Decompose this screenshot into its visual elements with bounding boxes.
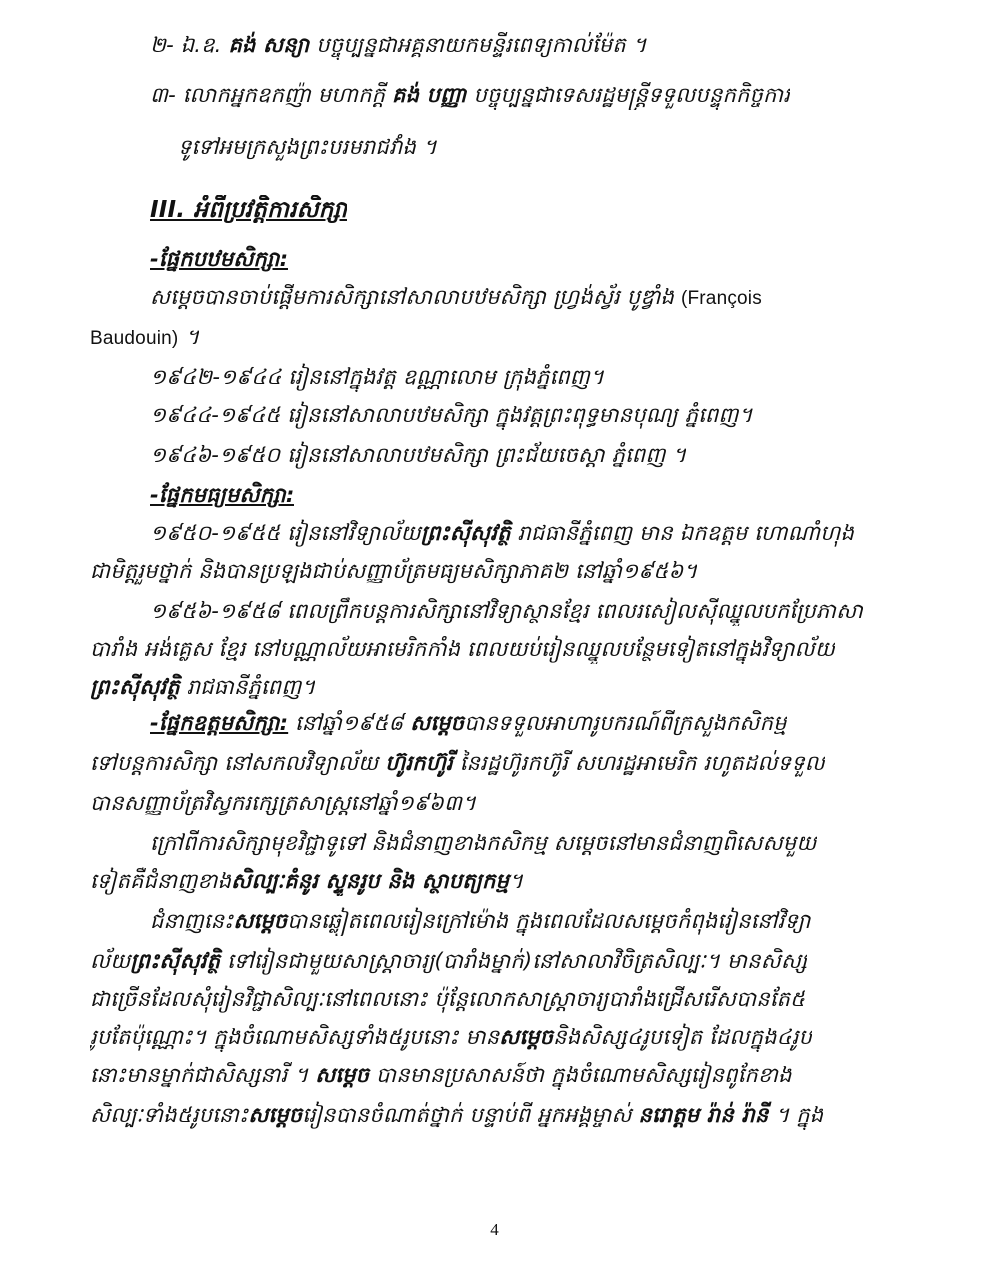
text-segment: ១៩៤៦-១៩៥០ រៀននៅសាលាបឋមសិក្សា ព្រះជ័យចេស្តា ភ្នំពេញ ។ bbox=[150, 443, 687, 467]
page-number: 4 bbox=[490, 1220, 499, 1239]
text-segment: -ផ្នែកមធ្យមសិក្សា: bbox=[150, 483, 295, 507]
text-segment: Baudouin) bbox=[90, 328, 179, 349]
text-segment: បារាំង អង់គ្លេស ខ្មែរ នៅបណ្ណាល័យអាមេរិកកាំង ពេលយប់រៀនឈ្នួលបន្ថែមទៀតនៅក្នុងវិទ្យាល័យ bbox=[90, 637, 836, 661]
text-segment: ល័យ bbox=[90, 949, 131, 973]
text-segment: ព្រះស៊ីសុវត្ថិ bbox=[90, 675, 180, 699]
text-segment: សម្តេច bbox=[233, 909, 288, 933]
text-segment: ព្រះស៊ីសុវត្ថិ bbox=[420, 521, 511, 545]
text-segment: បានទទួលអាហារូបករណ៍ពីក្រសួងកសិកម្ម bbox=[464, 711, 787, 735]
text-segment: នោះមានម្នាក់ជាសិស្សនារី ។ bbox=[90, 1063, 316, 1087]
text-line bbox=[90, 634, 835, 664]
text-segment: ជាមិត្តរួមថ្នាក់ និងបានប្រឡងជាប់សញ្ញាប័ត្រមធ្យមសិក្សាភាគ២ នៅឆ្នាំ១៩៥៦។ bbox=[90, 559, 698, 583]
text-segment: រៀនបានចំណាត់ថ្នាក់ បន្ទាប់ពី អ្នកអង្គម្ចាស់ bbox=[302, 1103, 639, 1127]
text-segment: សម្តេច bbox=[410, 711, 465, 735]
text-segment: និងសិស្ស៤រូបទៀត ដែលក្នុង៤រូប bbox=[553, 1025, 813, 1049]
text-segment: សម្តេច bbox=[499, 1025, 554, 1049]
text-line bbox=[90, 1060, 792, 1090]
text-segment: ទូទៅអមក្រសួងព្រះបរមរាជវាំង ។ bbox=[178, 135, 437, 159]
text-segment: រូបតែប៉ុណ្ណោះ។ ក្នុងចំណោមសិស្សទាំង៥រូបនោះ មាន bbox=[90, 1025, 500, 1049]
text-line bbox=[90, 672, 315, 702]
text-line bbox=[90, 1022, 812, 1052]
text-line bbox=[150, 518, 854, 548]
text-segment: ។ bbox=[509, 869, 524, 893]
text-segment: -ផ្នែកឧត្តមសិក្សា: bbox=[150, 711, 289, 735]
text-segment: ១៩៥៦-១៩៥៨ ពេលព្រឹកបន្តការសិក្សានៅវិទ្យាស្ថានខ្មែរ ពេលរសៀលស៊ីឈ្នួលបកប្រែភាសា bbox=[150, 599, 863, 623]
text-line bbox=[90, 556, 697, 586]
text-line bbox=[90, 946, 807, 976]
text-segment: ទៅរៀនជាមួយសាស្ត្រាចារ្យ(បារាំងម្នាក់)នៅសាលាវិចិត្រសិល្បៈ។ មានសិស្ស bbox=[220, 949, 808, 973]
text-line bbox=[150, 362, 604, 392]
text-segment: បច្ចុប្បន្នជាអគ្គនាយកមន្ទីរពេទ្យកាល់ម៉ែត ។ bbox=[309, 33, 647, 57]
text-segment: សម្តេចបានចាប់ផ្តើមការសិក្សានៅសាលាបឋមសិក្សា ហ្វ្រង់ស័្វរ បូឌ្វាំង bbox=[150, 285, 681, 309]
text-line bbox=[150, 828, 817, 858]
text-segment: បានឆ្លៀតពេលរៀនក្រៅម៉ោង ក្នុងពេលដែលសម្តេចកំពុងរៀននៅវិទ្យា bbox=[287, 909, 811, 933]
text-line bbox=[150, 906, 811, 936]
section-heading bbox=[150, 195, 347, 225]
text-segment: នៃរដ្ឋហ៊ូរកហ៊ូរី សហរដ្ឋអាមេរិក រហូតដល់ទទួល bbox=[452, 751, 825, 775]
text-line bbox=[150, 400, 753, 430]
text-segment: សម្តេច bbox=[315, 1063, 370, 1087]
text-segment: គង់ បញ្ញា bbox=[392, 83, 467, 107]
text-segment: សិល្បៈគំនូរ ស្ទូនរូប និង ស្ថាបត្យកម្ម bbox=[231, 869, 510, 893]
text-segment: III. អំពីប្រវត្តិការសិក្សា bbox=[150, 197, 348, 223]
text-segment: ទៅបន្តការសិក្សា នៅសកលវិទ្យាល័យ bbox=[90, 751, 386, 775]
text-line bbox=[150, 282, 762, 314]
text-segment: ព្រះស៊ីសុវត្ថិ bbox=[130, 949, 221, 973]
text-segment: ២- ឯ.ឧ. bbox=[150, 33, 229, 57]
text-line bbox=[150, 30, 647, 60]
text-segment: ក្រៅពីការសិក្សាមុខវិជ្ជាទូទៅ និងជំនាញខាងកសិកម្ម សម្តេចនៅមានជំនាញពិសេសមួយ bbox=[150, 831, 817, 855]
text-segment: រាជធានីភ្នំពេញ។ bbox=[179, 675, 316, 699]
text-line bbox=[150, 480, 294, 510]
text-line bbox=[150, 80, 790, 110]
text-line bbox=[90, 322, 199, 354]
text-segment: បានសញ្ញាប័ត្រវិស្វករក្សេត្រសាស្ត្រនៅឆ្នាំ១៩៦៣។ bbox=[90, 791, 477, 815]
text-line bbox=[90, 866, 523, 896]
text-line bbox=[150, 708, 787, 738]
text-segment: ជំនាញនេះ bbox=[150, 909, 234, 933]
text-segment: សិល្បៈទាំង៥រូបនោះ bbox=[90, 1103, 249, 1127]
text-line bbox=[150, 596, 863, 626]
text-segment: សម្តេច bbox=[248, 1103, 303, 1127]
text-line bbox=[150, 244, 288, 274]
text-segment: -ផ្នែកបឋមសិក្សា: bbox=[150, 247, 289, 271]
text-segment: ១៩៤៤-១៩៤៥ រៀននៅសាលាបឋមសិក្សា ក្នុងវត្តព្រះពុទ្ធមានបុណ្យ ភ្នំពេញ។ bbox=[150, 403, 753, 427]
text-segment: ទៀតគឺជំនាញខាង bbox=[90, 869, 232, 893]
text-segment: នរោត្តម រ៉ាន់ រ៉ានី bbox=[638, 1103, 769, 1127]
text-segment: ៣- លោកអ្នកឧកញ៉ា មហាកក្តី bbox=[150, 83, 393, 107]
text-line bbox=[90, 1100, 823, 1130]
text-segment: បច្ចុប្បន្នជាទេសរដ្ឋមន្ត្រីទទួលបន្ទុកកិច្ចការ bbox=[466, 83, 791, 107]
text-segment: គង់ សន្យា bbox=[228, 33, 310, 57]
text-segment: ។ bbox=[178, 325, 200, 349]
text-segment: រាជធានីភ្នំពេញ មាន ឯកឧត្តម ហោណាំហុង bbox=[510, 521, 854, 545]
text-line bbox=[178, 132, 437, 162]
text-segment: ។ ក្នុង bbox=[768, 1103, 824, 1127]
text-line bbox=[150, 440, 686, 470]
text-segment: ១៩៥០-១៩៥៥ រៀននៅវិទ្យាល័យ bbox=[150, 521, 421, 545]
text-segment: បានមានប្រសាសន៍ថា ក្នុងចំណោមសិស្សរៀនពូកែខាង bbox=[369, 1063, 792, 1087]
text-segment: ១៩៤២-១៩៤៤ រៀននៅក្នុងវត្ត ឧណ្ណាលោម ក្រុងភ្នំពេញ។ bbox=[150, 365, 605, 389]
text-line bbox=[90, 788, 476, 818]
text-segment: នៅឆ្នាំ១៩៥៨ bbox=[288, 711, 411, 735]
text-segment: ជាច្រើនដែលសុំរៀនវិជ្ជាសិល្បៈនៅពេលនោះ ប៉ុន្តែលោកសាស្ត្រាចារ្យបារាំងជ្រើសរើសបានតែ៥ bbox=[90, 987, 806, 1011]
text-line bbox=[90, 748, 825, 778]
text-segment: ហ៊ូរកហ៊ូរី bbox=[385, 751, 453, 775]
text-segment: (François bbox=[680, 288, 762, 309]
text-line bbox=[90, 984, 805, 1014]
